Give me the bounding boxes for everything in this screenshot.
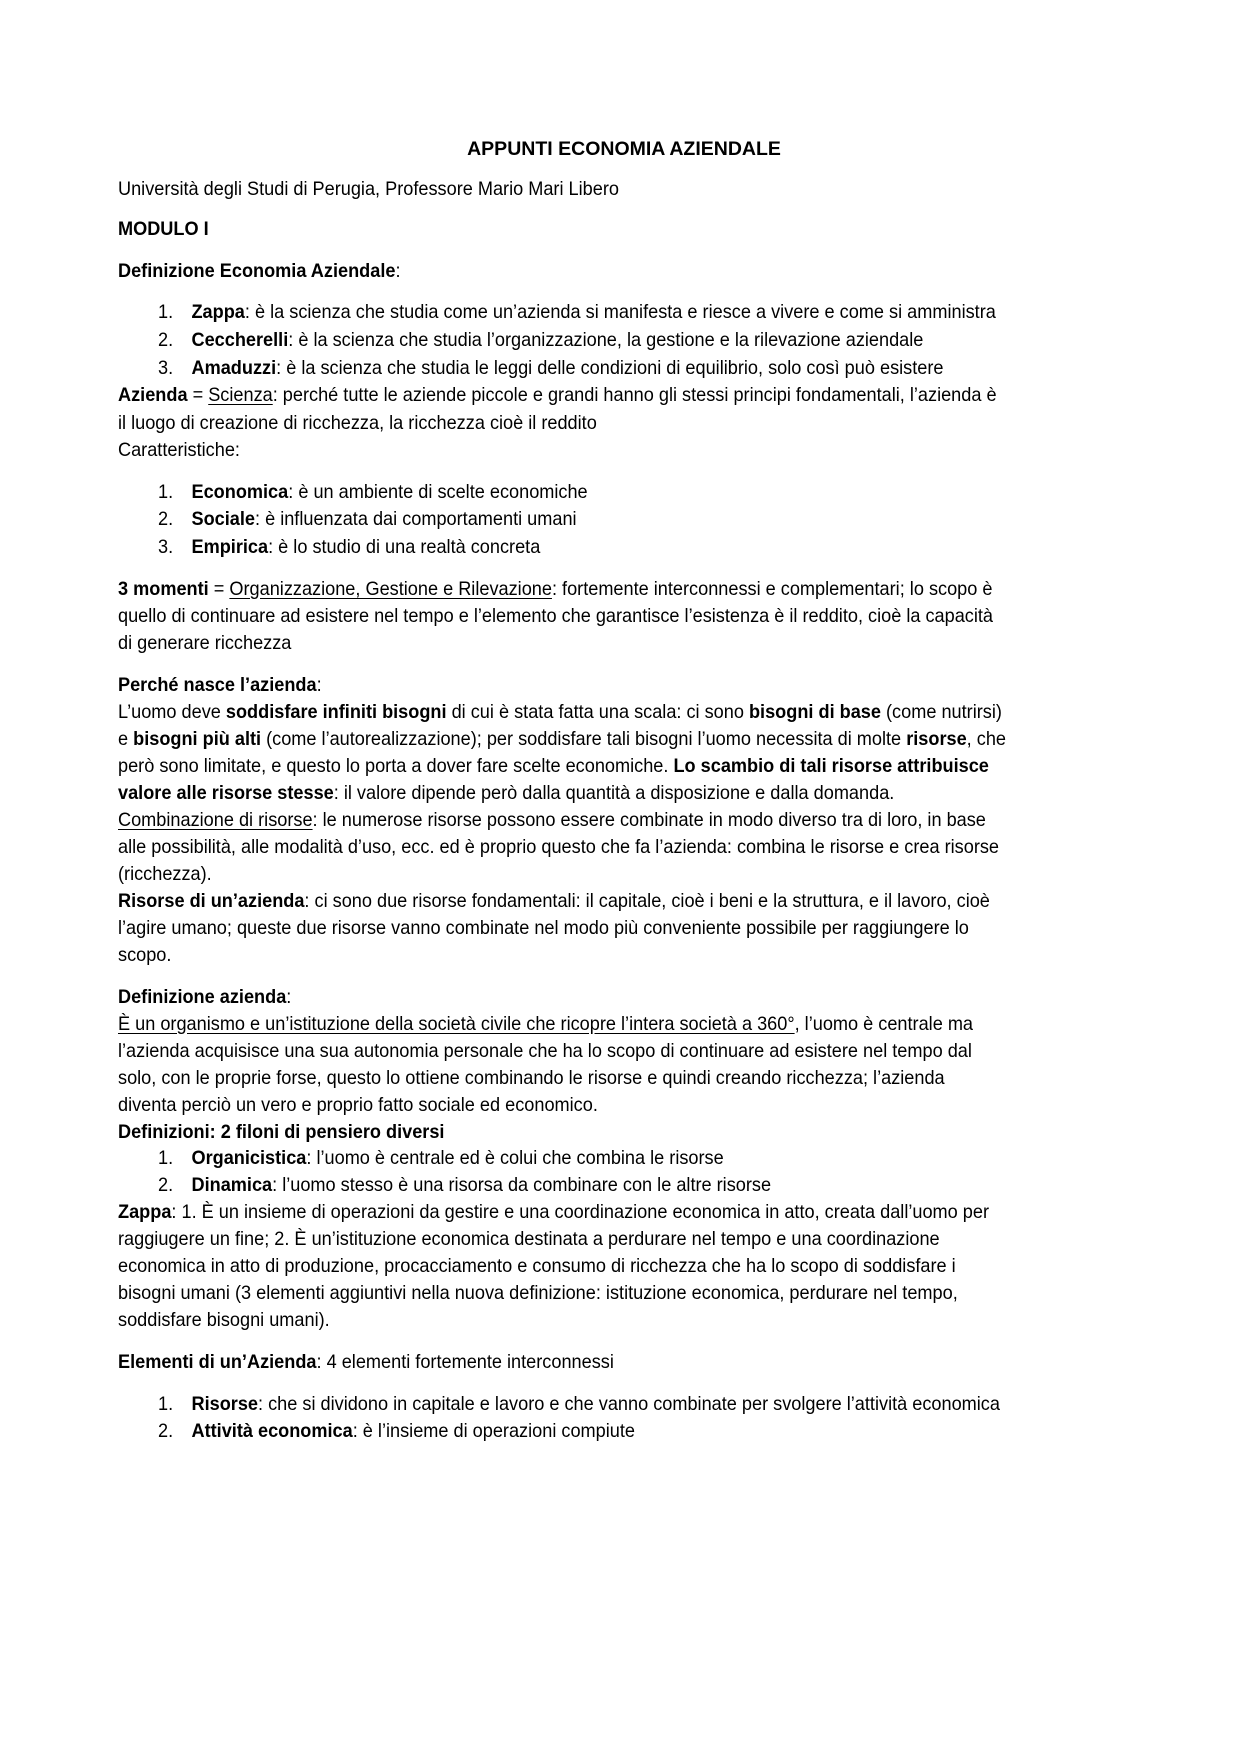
paragraph-line: di generare ricchezza [118,632,292,654]
list-item: 1. Economica: è un ambiente di scelte economiche [158,481,588,503]
list-item: 1. Risorse: che si dividono in capitale e lavoro e che vanno combinate per svolgere l’attività economica [158,1393,1000,1415]
list-item: 1. Zappa: è la scienza che studia come un’azienda si manifesta e riesce a vivere e come si amministra [158,301,996,323]
section-heading-perche-nasce: Perché nasce l’azienda: [118,674,322,696]
module-heading: MODULO I [118,218,209,240]
paragraph-line: economica in atto di produzione, procacciamento e consumo di ricchezza che ha lo scopo di soddisfare i [118,1255,956,1277]
paragraph-momenti: 3 momenti = Organizzazione, Gestione e Rilevazione: fortemente interconnessi e complementari; lo scopo è [118,578,993,600]
paragraph-zappa: Zappa: 1. È un insieme di operazioni da gestire e una coordinazione economica in atto, creata dall’uomo per [118,1201,989,1223]
list-item: 2. Sociale: è influenzata dai comportamenti umani [158,508,577,530]
list-item: 2. Dinamica: l’uomo stesso è una risorsa da combinare con le altre risorse [158,1174,772,1196]
paragraph-def-azienda: È un organismo e un’istituzione della società civile che ricopre l’intera società a 360°, l’uomo è centrale ma [118,1013,974,1035]
paragraph-line: il luogo di creazione di ricchezza, la ricchezza cioè il reddito [118,412,597,434]
paragraph-line: diventa perciò un vero e proprio fatto sociale ed economico. [118,1094,598,1116]
section-heading-def-azienda: Definizione azienda: [118,986,292,1008]
paragraph-line: raggiugere un fine; 2. È un’istituzione economica destinata a perdurare nel tempo e una coordinazione [118,1228,940,1250]
document-subtitle: Università degli Studi di Perugia, Professore Mario Mari Libero [118,178,619,200]
list-item: 2. Ceccherelli: è la scienza che studia l’organizzazione, la gestione e la rilevazione aziendale [158,329,924,351]
list-item: 3. Amaduzzi: è la scienza che studia le leggi delle condizioni di equilibrio, solo così può esistere [158,357,944,379]
paragraph-line: soddisfare bisogni umani). [118,1309,330,1331]
paragraph-line: (ricchezza). [118,863,212,885]
paragraph-line: però sono limitate, e questo lo porta a dover fare scelte economiche. Lo scambio di tali risorse attribuisce [118,755,989,777]
list-item: 2. Attività economica: è l’insieme di operazioni compiute [158,1420,635,1442]
paragraph-line: e bisogni più alti (come l’autorealizzazione); per soddisfare tali bisogni l’uomo necessita di molte risorse, che [118,728,1007,750]
paragraph-line: alle possibilità, alle modalità d’uso, ecc. ed è proprio questo che fa l’azienda: combina le risorse e crea risorse [118,836,1000,858]
paragraph-line: L’uomo deve soddisfare infiniti bisogni di cui è stata fatta una scala: ci sono bisogni di base (come nutrirsi) [118,701,1002,723]
paragraph-combinazione: Combinazione di risorse: le numerose risorse possono essere combinate in modo diverso tra di loro, in base [118,809,986,831]
paragraph-line: l’agire umano; queste due risorse vanno combinate nel modo più conveniente possibile per raggiungere lo [118,917,969,939]
paragraph-line: l’azienda acquisisce una sua autonomia personale che ha lo scopo di continuare ad esistere nel tempo dal [118,1040,972,1062]
filoni-heading: Definizioni: 2 filoni di pensiero diversi [118,1121,445,1143]
section-heading-elementi: Elementi di un’Azienda: 4 elementi fortemente interconnessi [118,1351,614,1373]
paragraph-azienda-scienza: Azienda = Scienza: perché tutte le aziende piccole e grandi hanno gli stessi principi fondamentali, l’azienda è [118,384,997,406]
paragraph-line: solo, con le proprie forse, questo lo ottiene combinando le risorse e quindi creando ricchezza; l’azienda [118,1067,945,1089]
paragraph-line: quello di continuare ad esistere nel tempo e l’elemento che garantisce l’esistenza è il reddito, cioè la capacità [118,605,994,627]
section-heading-def-economia: Definizione Economia Aziendale: [118,260,401,282]
paragraph-line: valore alle risorse stesse: il valore dipende però dalla quantità a disposizione e dalla domanda. [118,782,895,804]
list-item: 1. Organicistica: l’uomo è centrale ed è colui che combina le risorse [158,1147,724,1169]
paragraph-line: scopo. [118,944,172,966]
document-title: APPUNTI ECONOMIA AZIENDALE [467,138,781,160]
caratteristiche-label: Caratteristiche: [118,439,240,461]
paragraph-risorse: Risorse di un’azienda: ci sono due risorse fondamentali: il capitale, cioè i beni e la struttura, e il lavoro, cioè [118,890,990,912]
paragraph-line: bisogni umani (3 elementi aggiuntivi nella nuova definizione: istituzione economica, perdurare nel tempo, [118,1282,958,1304]
list-item: 3. Empirica: è lo studio di una realtà concreta [158,536,541,558]
